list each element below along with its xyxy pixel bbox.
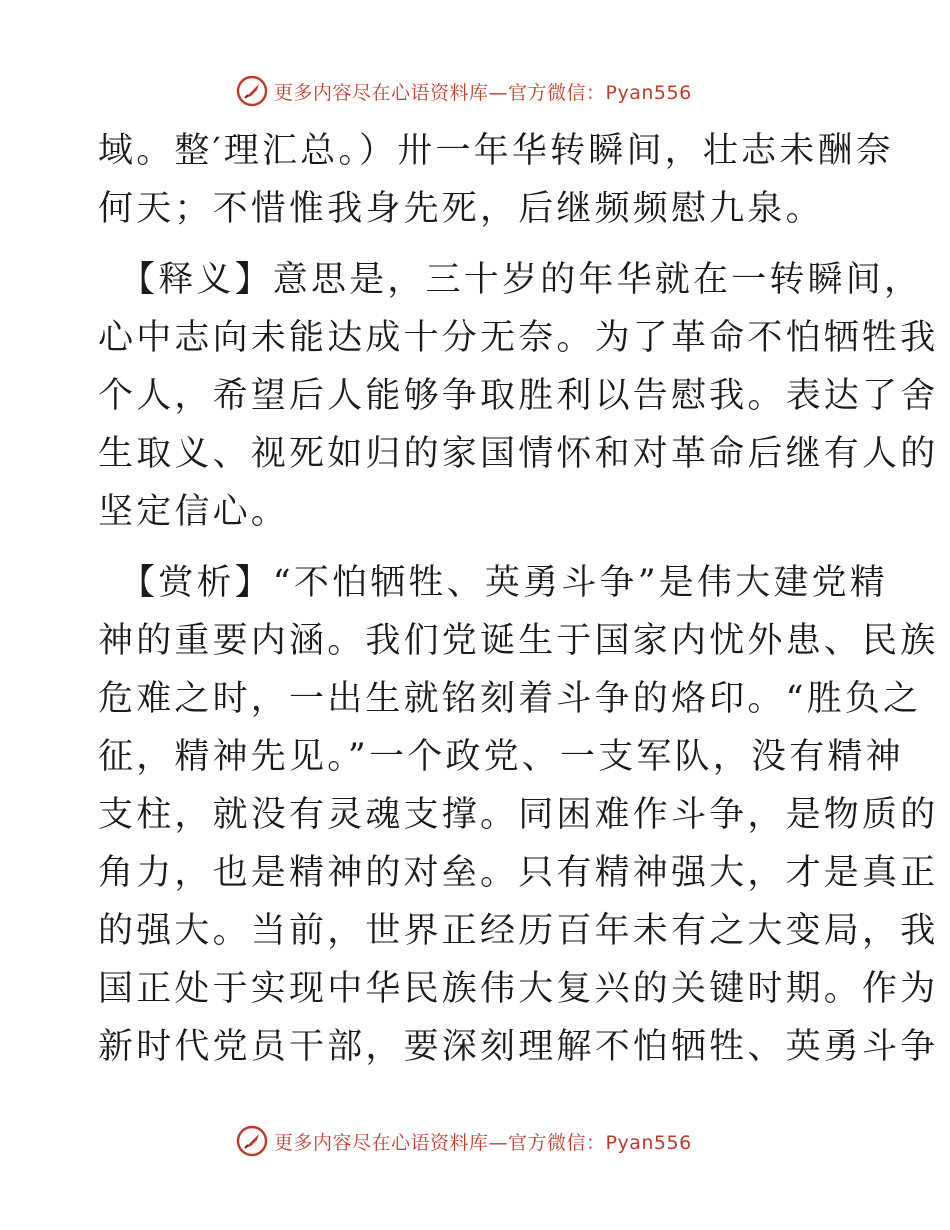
text-line: 角力，也是精神的对垒。只有精神强大，才是真正 — [98, 853, 939, 893]
text-line: 何天；不惜惟我身先死，后继频频慰九泉。 — [98, 189, 824, 229]
text-line: 坚定信心。 — [98, 492, 290, 532]
paragraph-analysis — [98, 554, 939, 1076]
paragraph-poem — [98, 122, 894, 238]
banner-text: 更多内容尽在心语资料库—官方微信：Pyan556 — [274, 81, 692, 104]
text-line: 支柱，就没有灵魂支撑。同困难作斗争，是物质的 — [98, 795, 939, 835]
header-banner — [236, 74, 716, 108]
quill-logo-icon — [236, 1125, 268, 1157]
text-line: 危难之时，一出生就铭刻着斗争的烙印。“胜负之 — [98, 679, 922, 719]
text-line: 生取义、视死如归的家国情怀和对革命后继有人的 — [98, 434, 939, 474]
text-line: 【释义】意思是，三十岁的年华就在一转瞬间， — [120, 260, 923, 300]
text-line: 域。整′理汇总。）卅一年华转瞬间，壮志未酬奈 — [98, 131, 894, 171]
text-line: 【赏析】“不怕牺牲、英勇斗争”是伟大建党精 — [120, 563, 888, 603]
text-line: 的强大。当前，世界正经历百年未有之大变局，我 — [98, 911, 939, 951]
text-line: 神的重要内涵。我们党诞生于国家内忧外患、民族 — [98, 621, 939, 661]
text-line: 新时代党员干部，要深刻理解不怕牺牲、英勇斗争 — [98, 1027, 939, 1067]
document-body — [98, 122, 939, 1076]
quill-logo-icon — [236, 75, 268, 107]
text-line: 心中志向未能达成十分无奈。为了革命不怕牺牲我 — [98, 318, 939, 358]
paragraph-interpretation — [98, 251, 939, 541]
banner-text: 更多内容尽在心语资料库—官方微信：Pyan556 — [274, 1131, 692, 1154]
text-line: 征，精神先见。”一个政党、一支军队，没有精神 — [98, 737, 904, 777]
text-line: 国正处于实现中华民族伟大复兴的关键时期。作为 — [98, 969, 939, 1009]
text-line: 个人，希望后人能够争取胜利以告慰我。表达了舍 — [98, 376, 939, 416]
footer-banner — [236, 1124, 716, 1158]
